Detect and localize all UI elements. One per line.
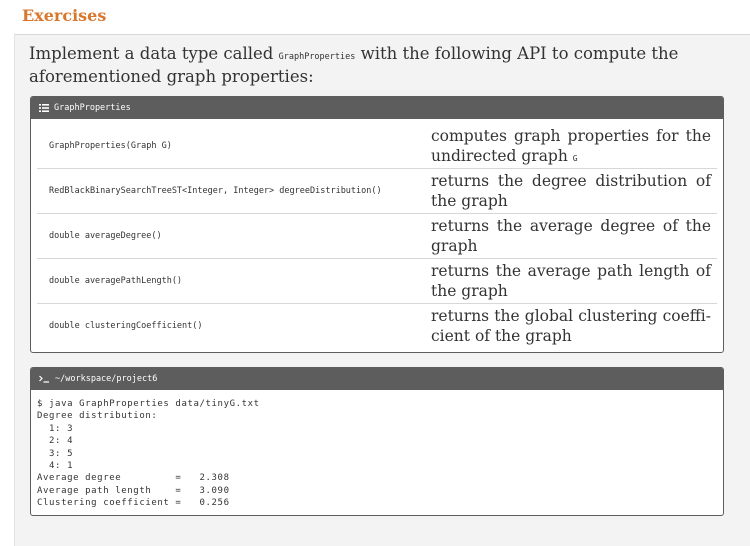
api-signature: GraphProperties(Graph G): [49, 141, 172, 151]
api-signature: RedBlackBinarySearchTreeST<Integer, Integer> degreeDistribution(): [49, 186, 382, 196]
api-box: [30, 96, 724, 353]
list-icon: [39, 104, 49, 112]
api-row: [37, 214, 717, 259]
terminal-line: 4: 1: [37, 461, 74, 472]
api-description: [431, 126, 711, 169]
terminal-title: ~/workspace/project6: [55, 374, 158, 384]
api-description: returns the degree distribution of the graph: [431, 172, 711, 210]
terminal-output: [31, 390, 723, 510]
api-signature: double clusteringCoefficient(): [49, 321, 203, 331]
terminal-line: Degree distribution:: [37, 411, 158, 422]
api-row: [37, 259, 717, 304]
api-table: [31, 124, 723, 348]
api-description: returns the average path length of the graph: [431, 262, 711, 300]
api-box-header: [31, 97, 723, 119]
api-box-title: GraphProperties: [54, 103, 131, 113]
section-heading: Exercises: [22, 6, 107, 25]
terminal-line: Average degree = 2.308: [37, 473, 230, 484]
api-row: [37, 124, 717, 169]
terminal-line: Average path length = 3.090: [37, 485, 230, 496]
api-description-text: computes graph properties for the undirected graph: [431, 127, 711, 165]
api-signature: double averageDegree(): [49, 231, 162, 241]
terminal-line: Clustering coefficient = 0.256: [37, 498, 230, 509]
terminal-line: 2: 4: [37, 436, 74, 447]
intro-text-after: with the following API to compute the aforementioned graph properties:: [29, 44, 679, 86]
intro-code: GraphProperties: [278, 52, 356, 62]
api-row: [37, 304, 717, 348]
terminal-line: 3: 5: [37, 448, 74, 459]
api-signature: double averagePathLength(): [49, 276, 183, 286]
terminal-prompt-icon: [39, 375, 50, 383]
terminal-line: $ java GraphProperties data/tinyG.txt: [37, 399, 260, 409]
terminal-header: [31, 368, 723, 390]
api-row: [37, 169, 717, 214]
intro-paragraph: [29, 44, 729, 87]
intro-text-before: Implement a data type called: [29, 44, 279, 63]
api-description: returns the average degree of the graph: [431, 217, 711, 255]
api-description: returns the global clustering coeffi- cient of the graph: [431, 307, 711, 345]
api-description-code: G: [572, 154, 578, 163]
terminal-line: 1: 3: [37, 423, 74, 434]
terminal-box: [30, 367, 724, 516]
